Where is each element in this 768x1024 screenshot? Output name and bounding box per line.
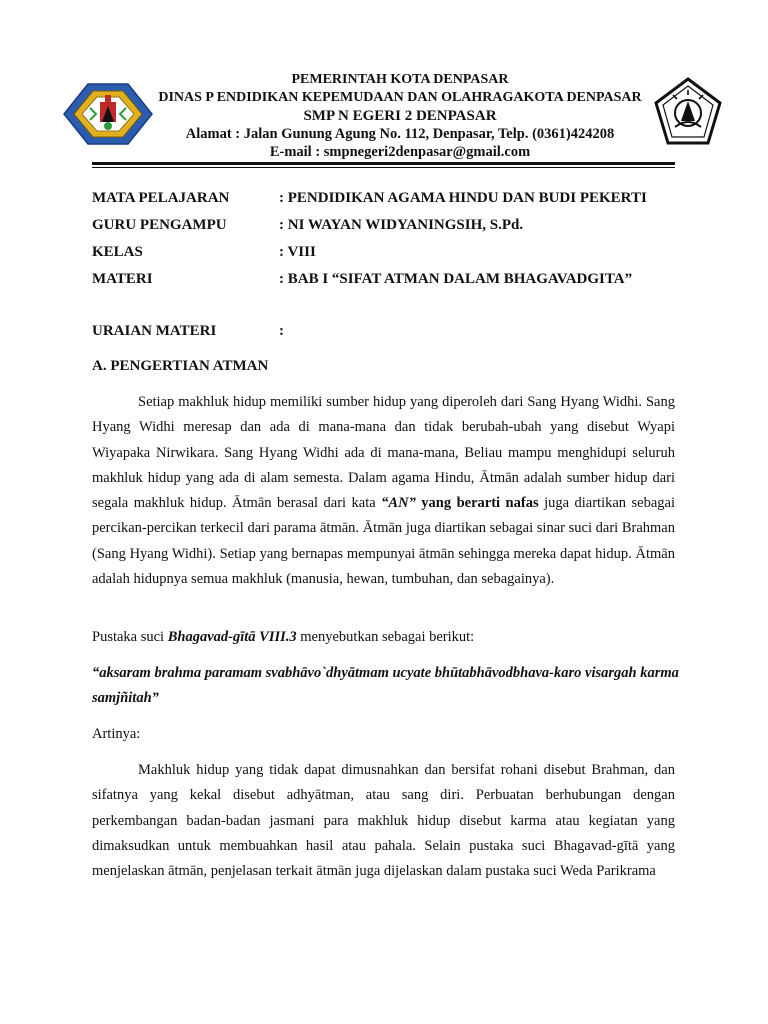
info-value: : PENDIDIKAN AGAMA HINDU DAN BUDI PEKERTI	[279, 190, 647, 206]
paragraph-text: juga diartikan sebagai percikan-percikan terkecil dari parama ātmān. Ātmān juga diartikan sebagai sinar suci dari Brahman (Sang Hyang Widhi). Setiap yang bernapas mempunyai ātmān sehingga mereka dapat hidup. Ātmān adalah hidupnya semua makhluk (manusia, hewan, tumbuhan, dan sebagainya).	[92, 495, 675, 588]
uraian-colon: :	[279, 323, 284, 339]
letterhead-department: DINAS P ENDIDIKAN KEPEMUDAAN DAN OLAHRAGAKOTA DENPASAR	[158, 90, 642, 105]
emphasis-an: “AN”	[381, 495, 416, 512]
pustaka-text: Pustaka suci	[92, 629, 168, 645]
pustaka-text: menyebutkan sebagai berikut:	[296, 629, 475, 645]
letterhead	[150, 71, 650, 161]
info-value: : BAB I “SIFAT ATMAN DALAM BHAGAVADGITA”	[279, 271, 633, 287]
letterhead-address: Alamat : Jalan Gunung Agung No. 112, Denpasar, Telp. (0361)424208	[185, 126, 615, 142]
uraian-materi-heading	[92, 323, 284, 340]
letterhead-school-name: SMP N EGERI 2 DENPASAR	[303, 108, 497, 124]
info-label: GURU PENGAMPU	[92, 217, 227, 233]
letterhead-divider-thin	[92, 167, 675, 168]
info-label: KELAS	[92, 244, 143, 260]
info-value: : VIII	[279, 244, 316, 260]
sloka-quote: “aksaram brahma paramam svabhāvo`dhyātmam ucyate bhūtabhāvodbhava-karo visargah karma samjñitah”	[92, 665, 679, 706]
pustaka-intro	[92, 629, 474, 646]
artinya-label: Artinya:	[92, 726, 141, 742]
info-label: MATA PELAJARAN	[92, 190, 230, 206]
emphasis-nafas: yang berarti nafas	[415, 495, 539, 512]
paragraph-text: Makhluk hidup yang tidak dapat dimusnahkan dan bersifat rohani disebut Brahman, dan sifatnya yang kekal disebut adhyātman, atau sang diri. Perbuatan berhubungan dengan perkembangan badan-badan jasmani para makhluk hidup disebut karma atau kegiatan yang dimaksudkan untuk membuahkan hasil atau pahala. Selain pustaka suci Bhagavad-gītā yang menjelaskan ātmān, penjelasan terkait ātmān juga dijelaskan dalam pustaka suci Weda Parikrama	[92, 762, 675, 880]
paragraph-text: Setiap makhluk hidup memiliki sumber hidup yang diperoleh dari Sang Hyang Widhi. Sang Hyang Widhi meresap dan ada di mana-mana dan tidak berubah-ubah yang disebut Wyapi Wiyapaka Nirwikara. Sang Hyang Widhi ada di mana-mana, Beliau mampu menghidupi seluruh makhluk hidup yang ada di alam semesta. Dalam agama Hindu, Ātmān adalah sumber hidup dari segala makhluk hidup. Ātmān berasal dari kata	[92, 394, 675, 512]
pustaka-reference: Bhagavad-gītā VIII.3	[167, 629, 297, 645]
letterhead-divider-thick	[92, 162, 675, 165]
info-label: MATERI	[92, 271, 153, 287]
info-value: : NI WAYAN WIDYANINGSIH, S.Pd.	[279, 217, 524, 233]
uraian-label: URAIAN MATERI	[92, 323, 217, 339]
paragraph-pengertian-atman	[92, 390, 675, 592]
section-a-heading: A. PENGERTIAN ATMAN	[92, 358, 269, 374]
letterhead-government: PEMERINTAH KOTA DENPASAR	[291, 72, 509, 87]
paragraph-artinya	[92, 758, 675, 884]
letterhead-email: E-mail : smpnegeri2denpasar@gmail.com	[269, 144, 531, 160]
denpasar-city-emblem-icon	[60, 78, 156, 150]
school-emblem-icon	[653, 77, 723, 147]
